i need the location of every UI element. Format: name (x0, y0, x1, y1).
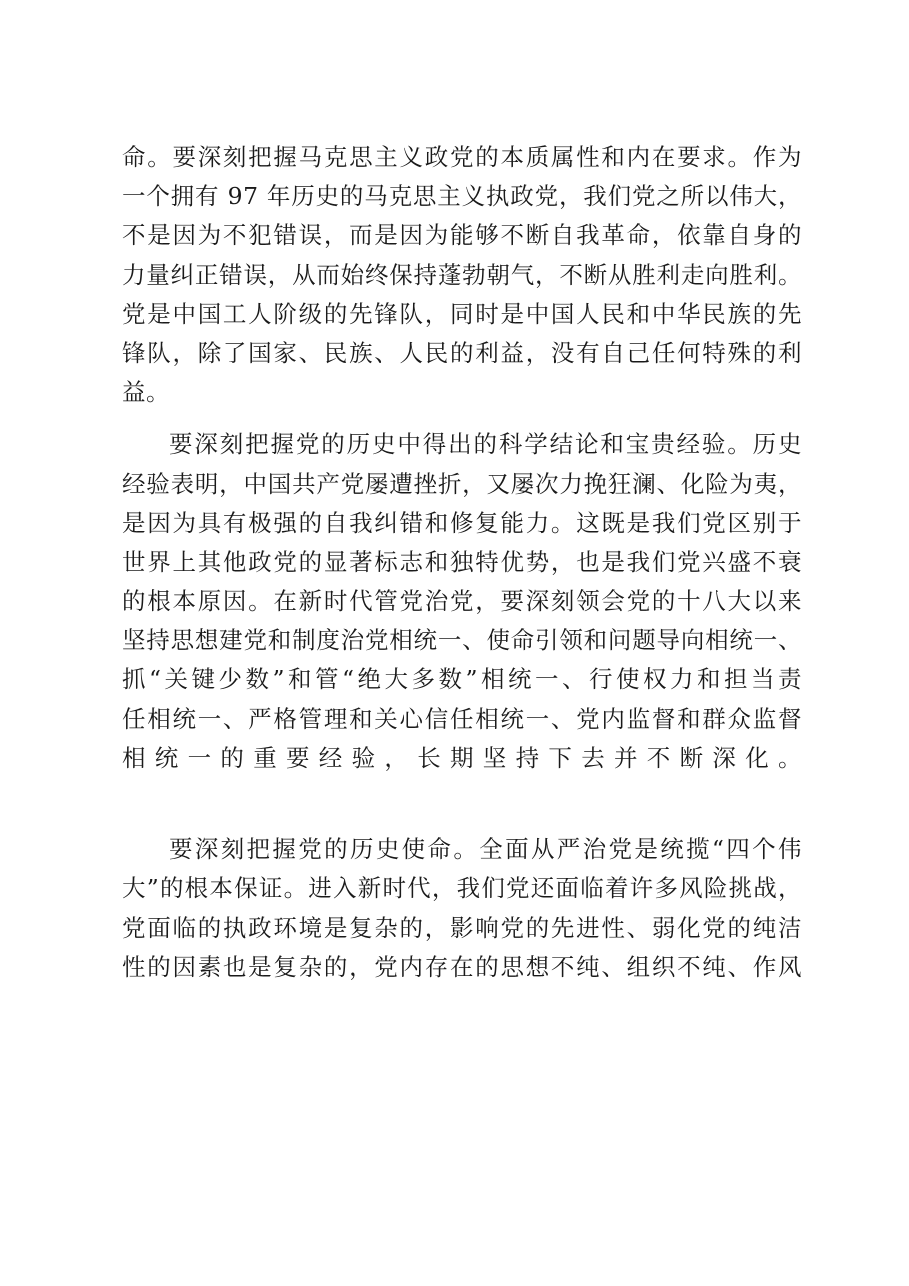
paragraph-spacer (122, 412, 802, 425)
text-line (122, 778, 802, 817)
text-line: 是因为具有极强的自我纠错和修复能力。这既是我们党区别于 (122, 508, 802, 537)
text-line: 力量纠正错误，从而始终保持蓬勃朝气，不断从胜利走向胜利。 (122, 260, 802, 289)
text-line: 抓“关键少数”和管“绝大多数”相统一、行使权力和担当责 (122, 665, 802, 694)
text-line: 益。 (122, 378, 170, 407)
text-line: 不是因为不犯错误，而是因为能够不断自我革命，依靠自身的 (122, 221, 802, 250)
paragraph-2 (122, 425, 802, 817)
text-line: 坚持思想建党和制度治党相统一、使命引领和问题导向相统一、 (122, 626, 802, 655)
text-line: 性的因素也是复杂的，党内存在的思想不纯、组织不纯、作风 (122, 952, 802, 981)
text-line: 锋队，除了国家、民族、人民的利益，没有自己任何特殊的利 (122, 338, 802, 367)
paragraph-3 (122, 830, 802, 987)
text-line: 要深刻把握党的历史使命。全面从严治党是统揽“四个伟 (169, 835, 802, 864)
text-line: 相统一的重要经验，长期坚持下去并不断深化。 (122, 743, 802, 772)
paragraph-spacer (122, 817, 802, 830)
paragraph-1 (122, 138, 802, 412)
text-line: 经验表明，中国共产党屡遭挫折，又屡次力挽狂澜、化险为夷， (122, 469, 802, 498)
text-line: 任相统一、严格管理和关心信任相统一、党内监督和群众监督 (122, 704, 802, 733)
text-line: 命。要深刻把握马克思主义政党的本质属性和内在要求。作为 (122, 143, 802, 171)
text-line: 党是中国工人阶级的先锋队，同时是中国人民和中华民族的先 (122, 299, 802, 328)
text-line: 的根本原因。在新时代管党治党，要深刻领会党的十八大以来 (122, 587, 802, 616)
document-body (122, 138, 802, 987)
text-line: 一个拥有 97 年历史的马克思主义执政党，我们党之所以伟大， (122, 182, 802, 211)
text-line: 大”的根本保证。进入新时代，我们党还面临着许多风险挑战， (122, 874, 802, 903)
text-line: 党面临的执政环境是复杂的，影响党的先进性、弱化党的纯洁 (122, 913, 802, 942)
text-line: 世界上其他政党的显著标志和独特优势，也是我们党兴盛不衰 (122, 547, 802, 576)
text-line: 要深刻把握党的历史中得出的科学结论和宝贵经验。历史 (169, 430, 802, 459)
